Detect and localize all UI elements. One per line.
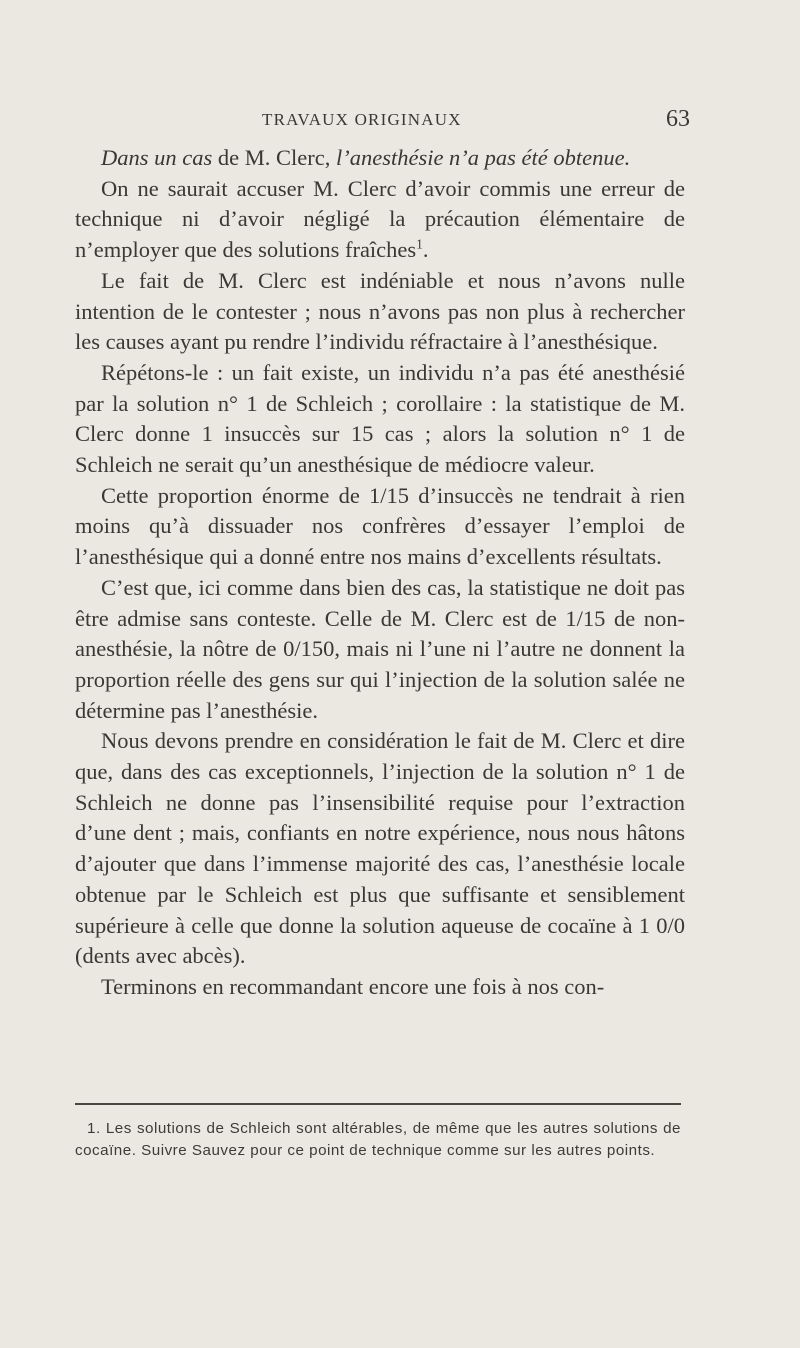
text-run: Terminons en recommandant encore une fois à nos con- — [101, 973, 605, 999]
footnote: 1. Les solutions de Schleich sont altérables, de même que les autres solutions de cocaïne. Suivre Sauvez pour ce point de technique comme sur les autres points. — [75, 1120, 681, 1159]
text-run: de M. Clerc, — [212, 145, 336, 170]
paragraph — [75, 481, 685, 573]
text-run: . — [422, 237, 429, 263]
page-number: 63 — [666, 106, 690, 132]
paragraph — [75, 972, 685, 1003]
footnote-divider — [75, 1103, 681, 1105]
paragraph — [75, 573, 685, 727]
text-run: Nous devons prendre en considération le fait de M. Clerc et dire que, dans des cas exceptionnels, l’injection de la solution n° 1 de Schleich ne donne pas l’insensibilité requise pour l’extraction d’une dent ; mais, confiants en notre expérience, nous nous hâtons d’ajouter que dans l’immense majorité des cas, l’anesthésie locale obtenue par le Schleich est plus que suffisante et sensiblement supérieure à celle que donne la solution aqueuse de cocaïne à 1 0/0 (dents avec abcès). — [75, 728, 685, 969]
paragraph — [75, 726, 685, 972]
italic-text: l’anesthésie n’a pas été obtenue. — [335, 145, 631, 170]
body-text — [75, 143, 685, 1003]
footnotes — [75, 1118, 681, 1161]
paragraph — [75, 143, 685, 174]
italic-text: Dans un cas — [101, 145, 213, 170]
text-run: Cette proportion énorme de 1/15 d’insuccès ne tendrait à rien moins qu’à dissuader nos confrères d’essayer l’emploi de l’anesthésique qui a donné entre nos mains d’excellents résultats. — [75, 482, 685, 570]
text-run: On ne saurait accuser M. Clerc d’avoir commis une erreur de technique ni d’avoir négligé la précaution élémentaire de n’employer que des solutions fraîches — [75, 175, 685, 263]
running-head: TRAVAUX ORIGINAUX — [262, 110, 462, 129]
paragraph — [75, 266, 685, 358]
footnote-ref: 1 — [416, 236, 423, 252]
page-header — [0, 106, 800, 136]
text-run: C’est que, ici comme dans bien des cas, la statistique ne doit pas être admise sans conteste. Celle de M. Clerc est de 1/15 de non-anesthésie, la nôtre de 0/150, mais ni l’une ni l’autre ne donnent la proportion réelle des gens sur qui l’injection de la solution salée ne détermine pas l’anesthésie. — [75, 574, 685, 723]
text-run: Le fait de M. Clerc est indéniable et nous n’avons nulle intention de le contester ; nous n’avons pas non plus à rechercher les causes ayant pu rendre l’individu réfractaire à l’anesthésique. — [75, 267, 685, 355]
paragraph — [75, 174, 685, 266]
text-run: Répétons-le : un fait existe, un individu n’a pas été anesthésié par la solution n° 1 de Schleich ; corollaire : la statistique de M. Clerc donne 1 insuccès sur 15 cas ; alors la solution n° 1 de Schleich ne serait qu’un anesthésique de médiocre valeur. — [75, 359, 685, 478]
paragraph — [75, 358, 685, 481]
